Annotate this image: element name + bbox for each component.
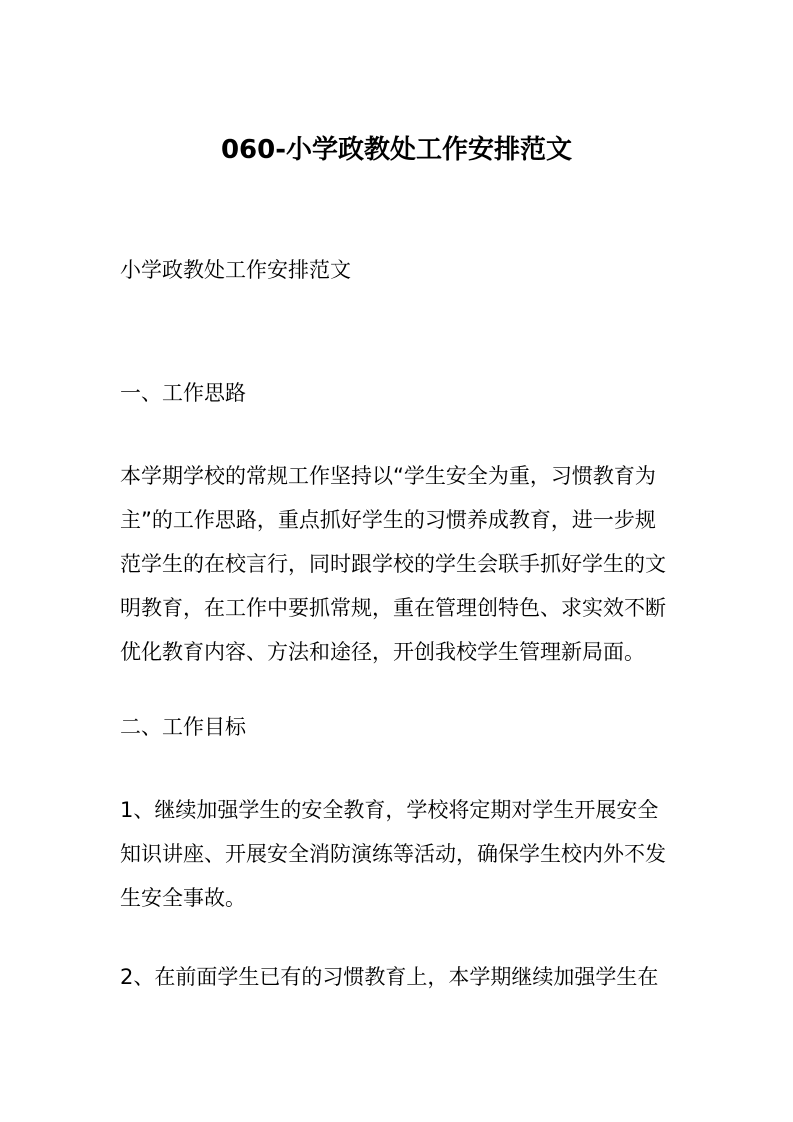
section-heading-work-goals: 二、工作目标 — [120, 715, 246, 739]
document-subtitle: 小学政教处工作安排范文 — [120, 258, 351, 282]
text-line: 范学生的在校言行，同时跟学校的学生会联手抓好学生的文 — [120, 552, 666, 576]
paragraph-goal-1 — [120, 788, 680, 920]
document-title: 060-小学政教处工作安排范文 — [220, 135, 573, 165]
paragraph-work-approach — [120, 454, 680, 674]
text-line: 生安全事故。 — [120, 886, 246, 910]
text-line: 主”的工作思路，重点抓好学生的习惯养成教育，进一步规 — [120, 508, 656, 532]
section-heading-work-approach: 一、工作思路 — [120, 381, 246, 405]
text-line: 2、在前面学生已有的习惯教育上，本学期继续加强学生在 — [120, 965, 659, 989]
text-line: 明教育，在工作中要抓常规，重在管理创特色、求实效不断 — [120, 596, 666, 620]
text-line: 本学期学校的常规工作坚持以“学生安全为重，习惯教育为 — [120, 464, 656, 488]
text-line: 1、继续加强学生的安全教育，学校将定期对学生开展安全 — [120, 798, 659, 822]
text-line: 知识讲座、开展安全消防演练等活动，确保学生校内外不发 — [120, 842, 666, 866]
paragraph-goal-2 — [120, 955, 680, 999]
text-line: 优化教育内容、方法和途径，开创我校学生管理新局面。 — [120, 640, 645, 664]
